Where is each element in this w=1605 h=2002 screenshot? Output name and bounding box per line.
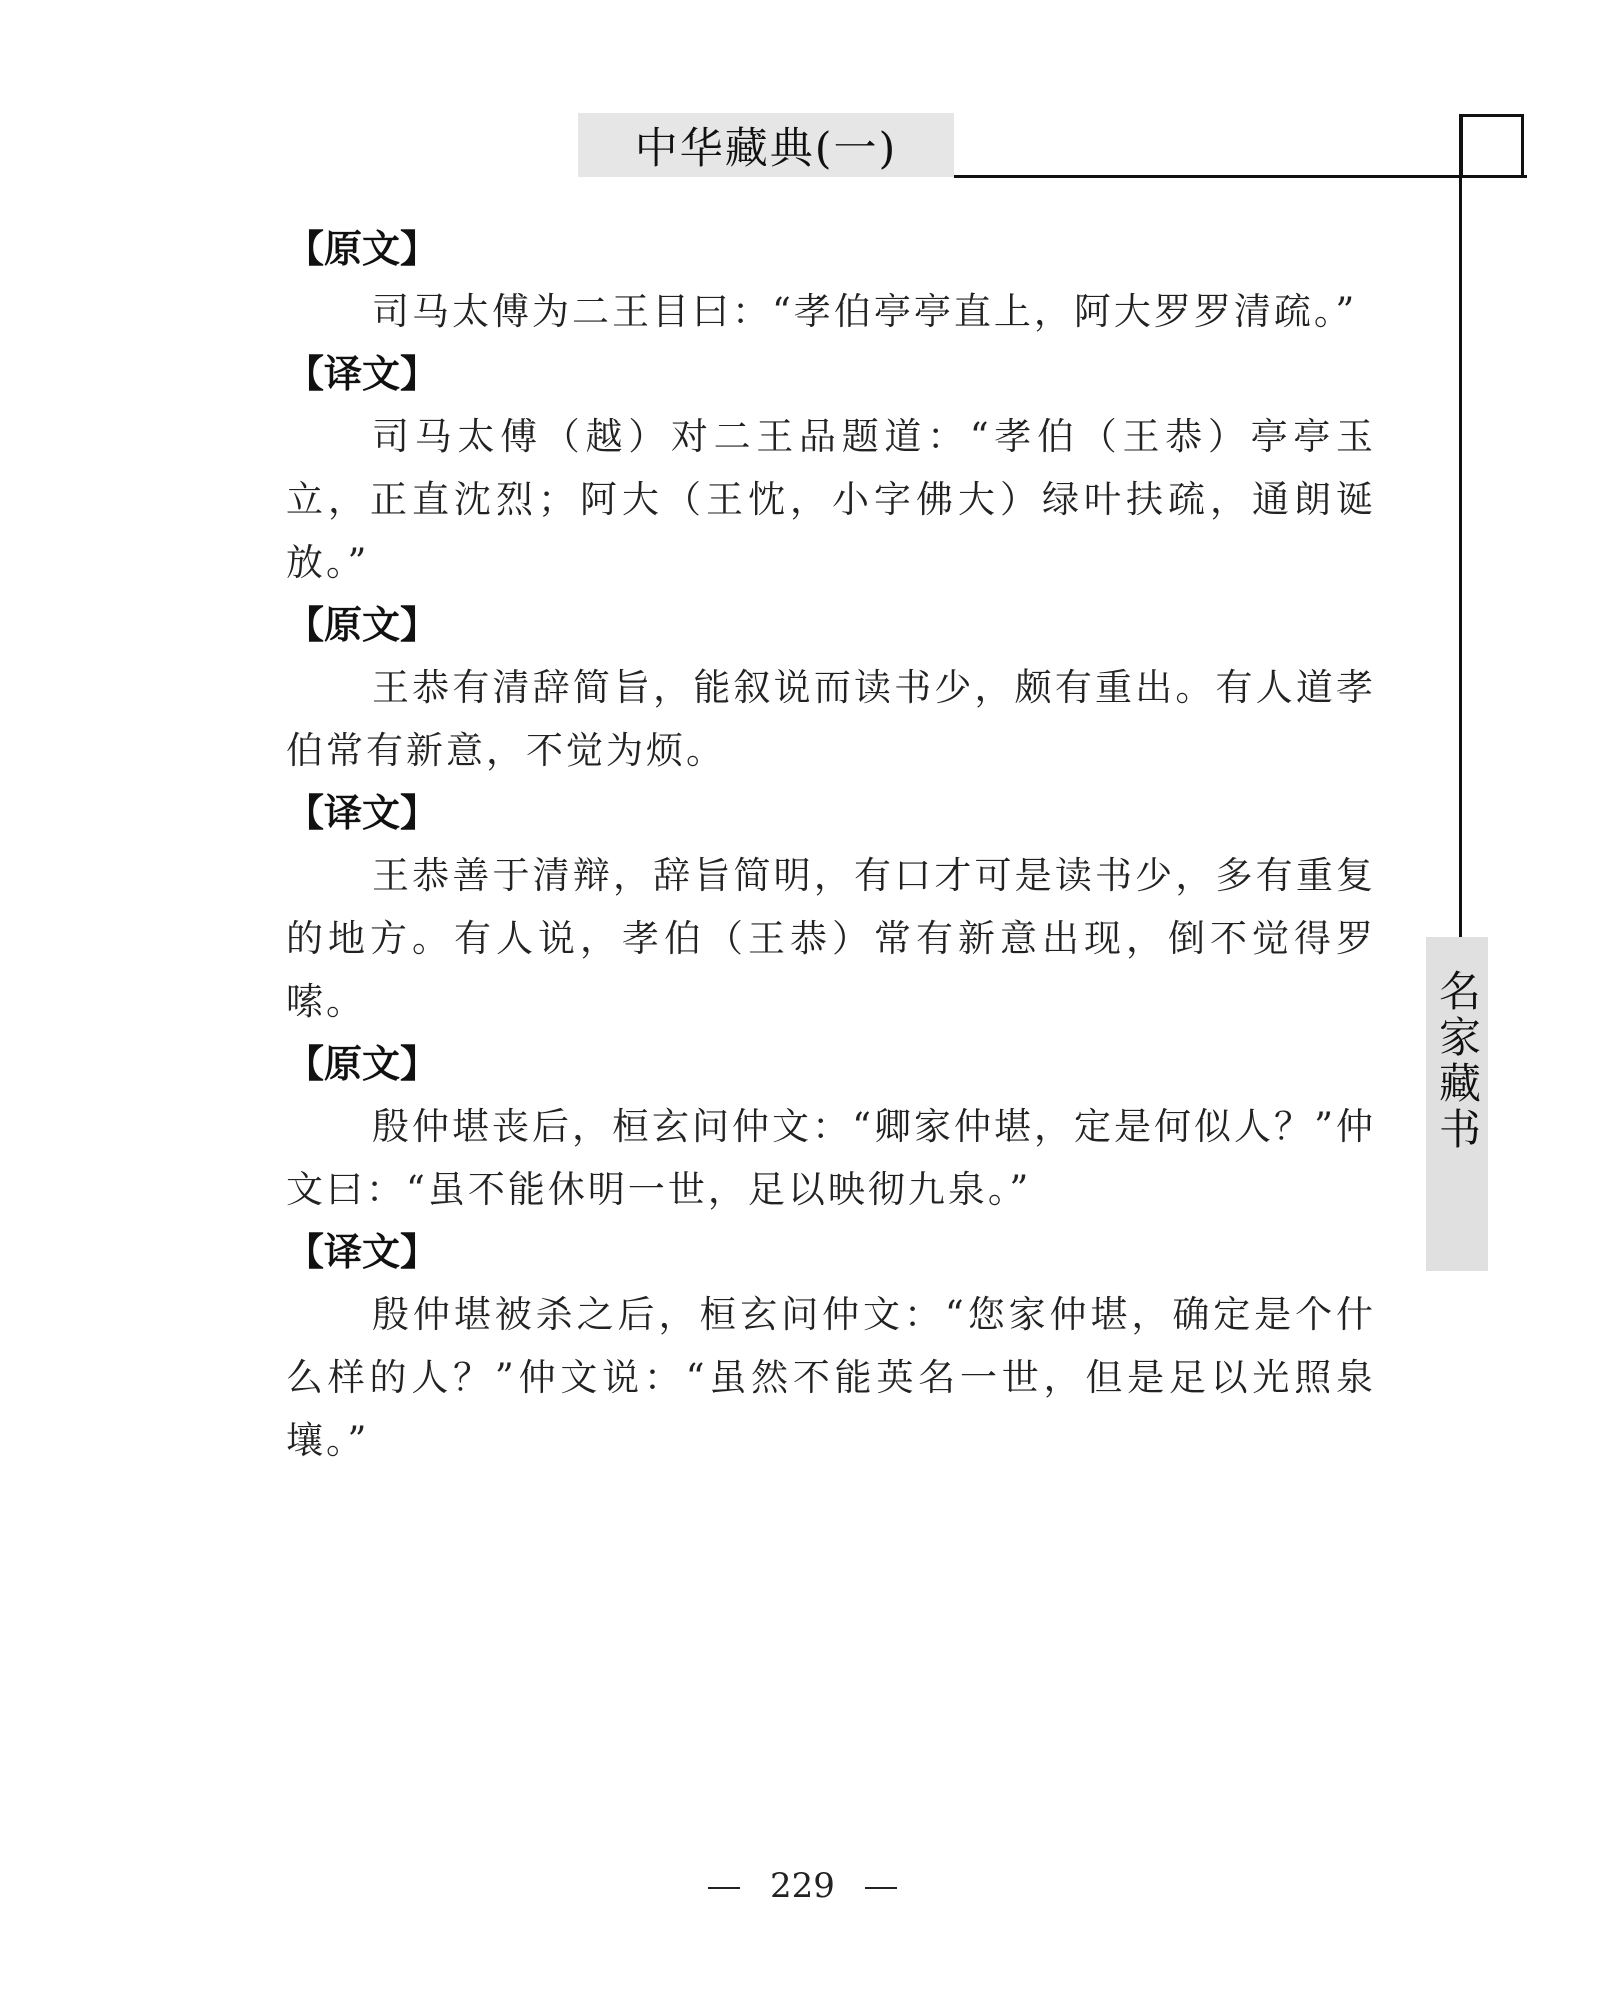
- footer-dash-right: [865, 1887, 897, 1889]
- vertical-rule: [1459, 114, 1462, 939]
- section-label: 【原文】: [286, 1042, 439, 1086]
- section-paragraph: 殷仲堪丧后，桓玄问仲文：“卿家仲堪，定是何似人？”仲文曰：“虽不能休明一世，足以映彻九泉。”: [286, 1105, 1376, 1211]
- section-translation-3: [286, 1221, 1376, 1472]
- page-content: [286, 218, 1376, 1472]
- side-tab: [1426, 937, 1488, 1271]
- section-label: 【译文】: [286, 791, 439, 835]
- section-label: 【译文】: [286, 352, 439, 396]
- book-title: 中华藏典(一): [578, 113, 954, 177]
- section-label: 【译文】: [286, 1230, 439, 1274]
- section-translation-1: [286, 343, 1376, 594]
- section-paragraph: 司马太傅（越）对二王品题道：“孝伯（王恭）亭亭玉立，正直沈烈；阿大（王忱，小字佛大）绿叶扶疏，通朗诞放。”: [286, 415, 1376, 584]
- footer-dash-left: [708, 1887, 740, 1889]
- section-label: 【原文】: [286, 603, 439, 647]
- section-paragraph: 王恭有清辞简旨，能叙说而读书少，颇有重出。有人道孝伯常有新意，不觉为烦。: [286, 666, 1376, 772]
- section-paragraph: 司马太傅为二王目曰：“孝伯亭亭直上，阿大罗罗清疏。”: [372, 290, 1358, 333]
- page-number: 229: [770, 1866, 835, 1906]
- header-rule: [954, 175, 1527, 178]
- section-original-1: [286, 218, 1376, 343]
- section-label: 【原文】: [286, 227, 439, 271]
- section-original-3: [286, 1033, 1376, 1221]
- page-footer: [0, 1866, 1605, 1906]
- section-original-2: [286, 594, 1376, 782]
- section-paragraph: 王恭善于清辩，辞旨简明，有口才可是读书少，多有重复的地方。有人说，孝伯（王恭）常有新意出现，倒不觉得罗嗦。: [286, 854, 1376, 1023]
- section-paragraph: 殷仲堪被杀之后，桓玄问仲文：“您家仲堪，确定是个什么样的人？”仲文说：“虽然不能英名一世，但是足以光照泉壤。”: [286, 1293, 1376, 1462]
- corner-box: [1460, 114, 1524, 178]
- section-translation-2: [286, 782, 1376, 1033]
- side-tab-label: 名家藏书: [1433, 969, 1482, 1153]
